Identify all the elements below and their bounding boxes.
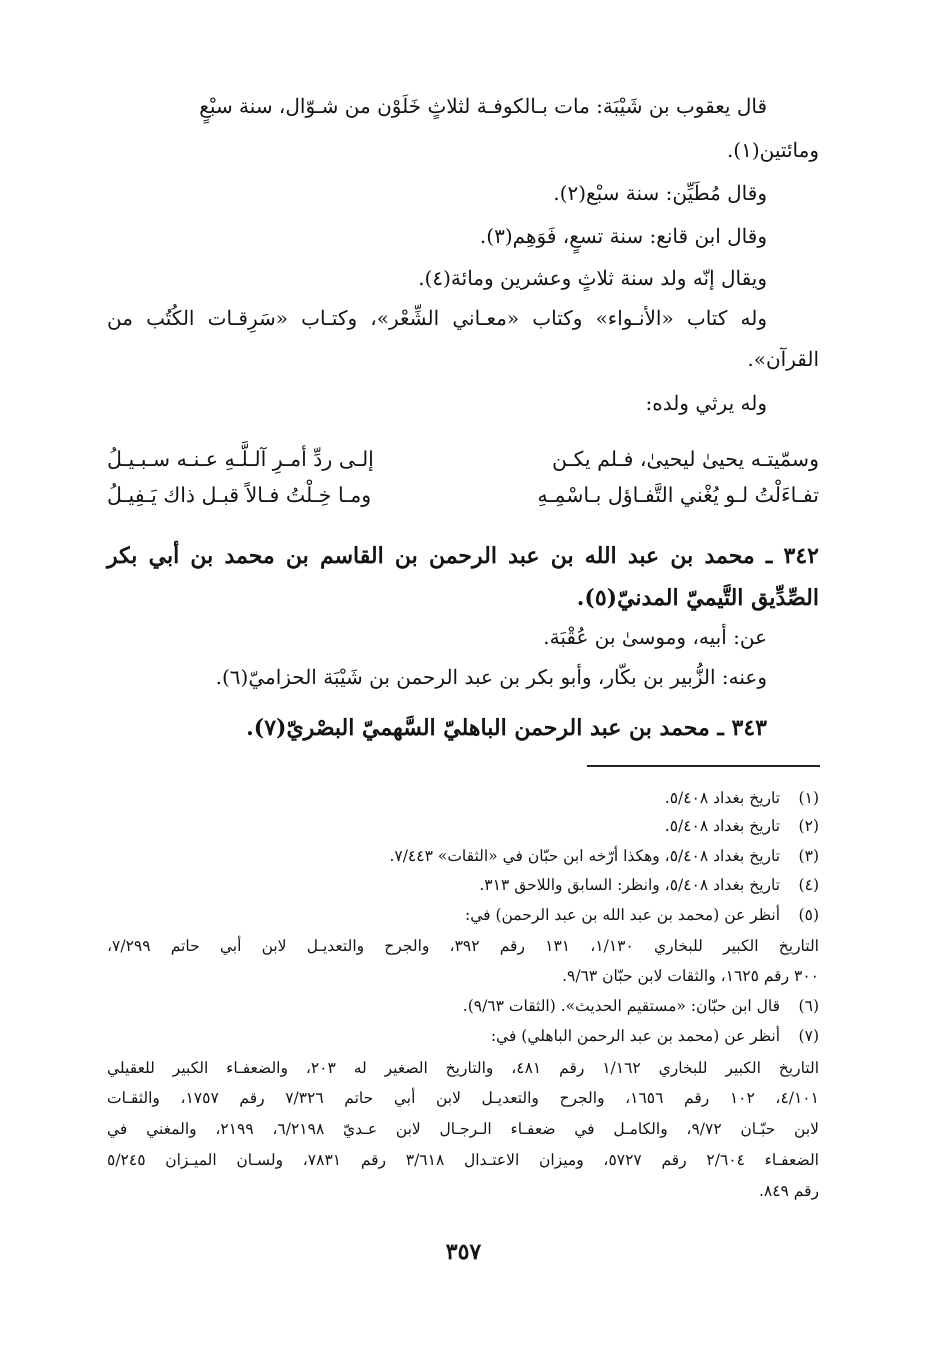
body-line: وله يرثي ولده: — [645, 391, 767, 415]
footnote-text: تاريخ بغداد ٥/٤٠٨، وهكذا أرّخه ابن حبّان في «الثقات» ٧/٤٤٣. — [389, 847, 781, 865]
verse-hemistich: تفـاءَلْتُ لـو يُغْني التَّفـاؤل بـاسْمِـهِ — [537, 483, 819, 507]
footnote-text: أنظر عن (محمد بن عبد الرحمن الباهلي) في: — [490, 1027, 781, 1045]
footnote-number: (٥) — [798, 906, 819, 924]
footnote-number: (٦) — [798, 997, 819, 1015]
footnote-number: (٣) — [798, 847, 819, 865]
body-line: ويقال إنّه ولد سنة ثلاثٍ وعشرين ومائة(٤). — [418, 266, 767, 290]
page-number: ٣٥٧ — [445, 1239, 482, 1265]
body-line: القرآن». — [747, 347, 819, 371]
footnote-continuation: الضعفـاء ٢/٦٠٤ رقم ٥٧٢٧، وميزان الاعتـدال ٣/٦١٨ رقم ٧٨٣١، ولسـان الميـزان ٥/٢٤٥ — [107, 1151, 819, 1169]
footnote-continuation: ٣٠٠ رقم ١٦٢٥، والثقات لابن حبّان ٩/٦٣. — [562, 967, 819, 985]
body-line: عن: أبيه، وموسىٰ بن عُقْبَة. — [543, 625, 767, 649]
footnote-text: تاريخ بغداد ٥/٤٠٨. — [664, 789, 781, 807]
footnote — [107, 784, 819, 812]
footnote-continuation: رقم ٨٤٩. — [758, 1182, 819, 1200]
footnote-number: (٤) — [798, 876, 819, 894]
footnote-number: (١) — [798, 789, 819, 807]
footnote-text: أنظر عن (محمد بن عبد الله بن عبد الرحمن) في: — [464, 906, 781, 924]
footnote-text: تاريخ بغداد ٥/٤٠٨. — [664, 817, 781, 835]
verse-hemistich: ومـا خِـلْتُ فـالاً قبـل ذاك يَـفِيـلُ — [107, 483, 372, 507]
body-line: وله كتاب «الأنـواء» وكتاب «معـاني الشِّعْر»، وكتـاب «سَرِقـات الكُتُب من — [107, 306, 767, 330]
footnote-number: (٢) — [798, 817, 819, 835]
verse-hemistich: إلـى ردِّ أمـرِ آلـلَّـهِ عـنـه سـبـيـلُ — [107, 447, 374, 471]
body-line: وقال ابن قانع: سنة تسعٍ، فَوَهِم(٣). — [479, 224, 767, 248]
footnote-continuation: التاريخ الكبير للبخاري ١/١٣٠، ١٣١ رقم ٣٩٢، والجرح والتعديـل لابن أبي حاتم ٧/٢٩٩، — [107, 937, 819, 955]
body-line: قال يعقوب بن شَيْبَة: مات بـالكوفـة لثلاثٍ خَلَوْن من شـوّال، سنة سبْعٍ — [199, 94, 767, 118]
footnote-number: (٧) — [798, 1027, 819, 1045]
poem-verse — [107, 441, 819, 477]
poem-verse — [107, 477, 819, 513]
body-line: وعنه: الزُّبير بن بكّار، وأبو بكر بن عبد الرحمن بن شَيْبَة الحزاميّ(٦). — [215, 665, 767, 689]
footnote-continuation: التاريخ الكبير للبخاري ١/١٦٢ رقم ٤٨١، والتاريخ الصغير له ٢٠٣، والضعفـاء الكبير للعقيلي — [107, 1059, 819, 1077]
entry-heading: ٣٤٢ ـ محمد بن عبد الله بن عبد الرحمن بن القاسم بن محمد بن أبي بكر — [107, 543, 819, 569]
footnote-continuation: ٤/١٠١، ١٠٢ رقم ١٦٥٦، والجرح والتعديـل لابن أبي حاتم ٧/٣٢٦ رقم ١٧٥٧، والثقـات — [107, 1089, 819, 1107]
footnote — [107, 901, 819, 929]
entry-heading: ٣٤٣ ـ محمد بن عبد الرحمن الباهليّ السَّهميّ البصْريّ(٧). — [246, 715, 767, 741]
footnote-text: تاريخ بغداد ٥/٤٠٨، وانظر: السابق واللاحق ٣١٣. — [479, 876, 781, 894]
verse-hemistich: وسمّيتـه يحيىٰ ليحيىٰ، فـلم يكـن — [551, 447, 819, 471]
footnote — [107, 842, 819, 870]
body-line: ومائتين(١). — [726, 138, 819, 162]
footnote — [107, 871, 819, 899]
footnote — [107, 1022, 819, 1050]
footnote — [107, 992, 819, 1020]
footnote — [107, 812, 819, 840]
footnote-separator — [587, 765, 820, 767]
footnote-text: قال ابن حبّان: «مستقيم الحديث». (الثقات ٩/٦٣). — [462, 997, 781, 1015]
footnote-continuation: لابن حبّـان ٩/٧٢، والكامـل في ضعفـاء الـرجـال لابن عـديّ ٦/٢١٩٨، ٢١٩٩، والمغني في — [107, 1120, 819, 1138]
entry-heading: الصِّدِّيق التَّيميّ المدنيّ(٥). — [576, 585, 819, 611]
body-line: وقال مُطَيِّن: سنة سبْع(٢). — [553, 181, 767, 205]
